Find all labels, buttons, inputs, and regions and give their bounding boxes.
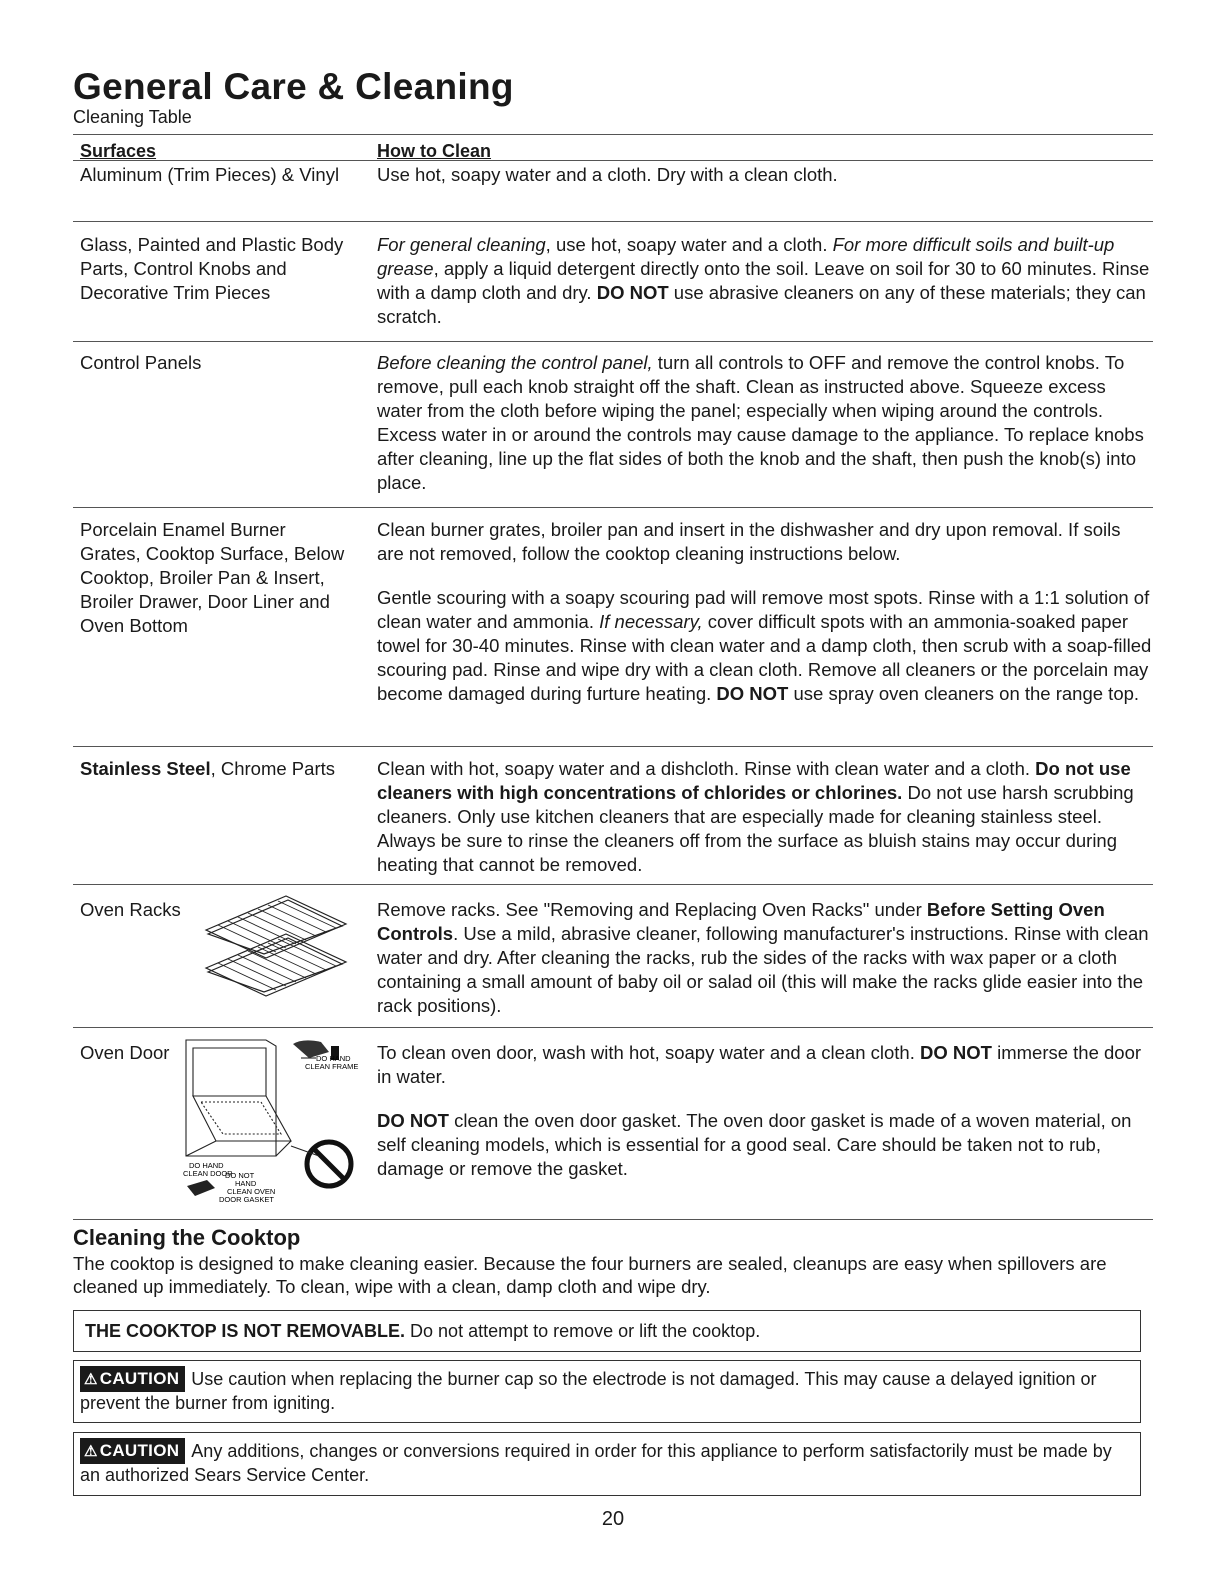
warning-triangle-icon: ⚠ <box>84 1371 98 1388</box>
how-cell: Remove racks. See "Removing and Replacing Oven Racks" under Before Setting Oven Controls. Use a mild, abrasive cleaner, following manufacturer's instructions. Rinse with clean water and dry. After cleaning the racks, rub the sides of the racks with wax paper or a cloth containing a small amount of baby oil or salad oil (this will make the racks glide easier into the rack positions). <box>377 899 1149 1016</box>
page-subtitle: Cleaning Table <box>73 107 192 127</box>
surface-cell: Oven Racks <box>80 899 181 920</box>
caution-badge: ⚠ CAUTION <box>80 1366 185 1392</box>
divider <box>73 221 1153 222</box>
divider <box>73 1027 1153 1028</box>
label-clean-frame: CLEAN FRAME <box>305 1062 359 1071</box>
how-cell: To clean oven door, wash with hot, soapy water and a clean cloth. DO NOT immerse the door in water. DO NOT clean the oven door gasket. The oven door gasket is made of a woven material, on self cleaning models, which is essential for a good seal. Care should be taken not to rub, damage or remove the gasket. <box>377 1042 1142 1179</box>
caution-badge: ⚠ CAUTION <box>80 1438 185 1464</box>
oven-door-illustration <box>181 1036 361 1214</box>
divider <box>73 507 1153 508</box>
notice-not-removable: THE COOKTOP IS NOT REMOVABLE. Do not attempt to remove or lift the cooktop. <box>73 1310 1141 1352</box>
surface-cell: Porcelain Enamel Burner Grates, Cooktop Surface, Below Cooktop, Broiler Pan & Insert, Broiler Drawer, Door Liner and Oven Bottom <box>80 519 345 636</box>
label-hand: HAND <box>235 1179 257 1188</box>
warning-triangle-icon: ⚠ <box>84 1443 98 1460</box>
col-header-surfaces: Surfaces <box>80 141 157 161</box>
col-header-how: How to Clean <box>377 141 492 161</box>
cooktop-section-title: Cleaning the Cooktop <box>73 1225 301 1250</box>
caution-box-sears-service: ⚠ CAUTION Any additions, changes or conversions required in order for this appliance to perform satisfactorily must be made by an authorized Sears Service Center. <box>73 1432 1141 1496</box>
divider <box>73 134 1153 135</box>
surface-cell: Glass, Painted and Plastic Body Parts, Control Knobs and Decorative Trim Pieces <box>80 234 344 303</box>
surface-cell: Aluminum (Trim Pieces) & Vinyl <box>80 164 340 185</box>
page-title: General Care & Cleaning <box>73 66 514 107</box>
divider <box>73 341 1153 342</box>
caution-box-burner-cap: ⚠ CAUTION Use caution when replacing the burner cap so the electrode is not damaged. This may cause a delayed ignition or prevent the burner from igniting. <box>73 1360 1141 1423</box>
label-door-gasket: DOOR GASKET <box>219 1195 275 1204</box>
how-cell: For general cleaning, use hot, soapy water and a cloth. For more difficult soils and built-up grease, apply a liquid detergent directly onto the soil. Leave on soil for 30 to 60 minutes. Rinse with a damp cloth and dry. DO NOT use abrasive cleaners on any of these materials; they can scratch. <box>377 234 1150 327</box>
label-do-hand: DO HAND <box>189 1161 224 1170</box>
label-clean-door: CLEAN DOOR <box>183 1169 233 1178</box>
page-number: 20 <box>601 1508 625 1530</box>
divider <box>73 160 1153 161</box>
how-cell: Clean with hot, soapy water and a dishcloth. Rinse with clean water and a cloth. Do not use cleaners with high concentrations of chlorides or chlorines. Do not use harsh scrubbing cleaners. Only use kitchen cleaners that are especially made for cleaning stainless steel. Always be sure to rinse the cleaners off from the surface as bluish stains may occur during heating that cannot be removed. <box>377 758 1134 875</box>
surface-cell: Oven Door <box>80 1042 170 1063</box>
how-cell: Before cleaning the control panel, turn all controls to OFF and remove the control knobs. To remove, pull each knob straight off the shaft. Clean as instructed above. Squeeze excess water from the cloth before wiping the panel; especially when wiping around the controls. Excess water in or around the controls may cause damage to the appliance. To replace knobs after cleaning, line up the flat sides of both the knob and the shaft, then push the knob(s) into place. <box>377 352 1144 493</box>
surface-cell: Control Panels <box>80 352 202 373</box>
how-cell: Use hot, soapy water and a cloth. Dry with a clean cloth. <box>377 164 838 185</box>
label-do-hand-clean-frame: DO HAND <box>316 1054 351 1063</box>
oven-racks-illustration <box>198 892 348 1000</box>
surface-cell: Stainless Steel, Chrome Parts <box>80 758 335 779</box>
label-clean-oven: CLEAN OVEN <box>227 1187 276 1196</box>
cooktop-section-text: The cooktop is designed to make cleaning easier. Because the four burners are sealed, cleanups are easy when spillovers are cleaned up immediately. To clean, wipe with a clean, damp cloth and wipe dry. <box>73 1253 1107 1297</box>
label-do-not: DO NOT <box>225 1171 255 1180</box>
divider <box>73 746 1153 747</box>
how-cell: Clean burner grates, broiler pan and insert in the dishwasher and dry upon removal. If soils are not removed, follow the cooktop cleaning instructions below. Gentle scouring with a soapy scouring pad will remove most spots. Rinse with a 1:1 solution of clean water and ammonia. If necessary, cover difficult spots with an ammonia-soaked paper towel for 30-40 minutes. Rinse with clean water and a damp cloth, then scrub with a soap-filled scouring pad. Rinse and wipe dry with a clean cloth. Remove all cleaners or the porcelain may become damaged during furture heating. DO NOT use spray oven cleaners on the range top. <box>377 519 1152 704</box>
divider <box>73 884 1153 885</box>
divider <box>73 1219 1153 1220</box>
